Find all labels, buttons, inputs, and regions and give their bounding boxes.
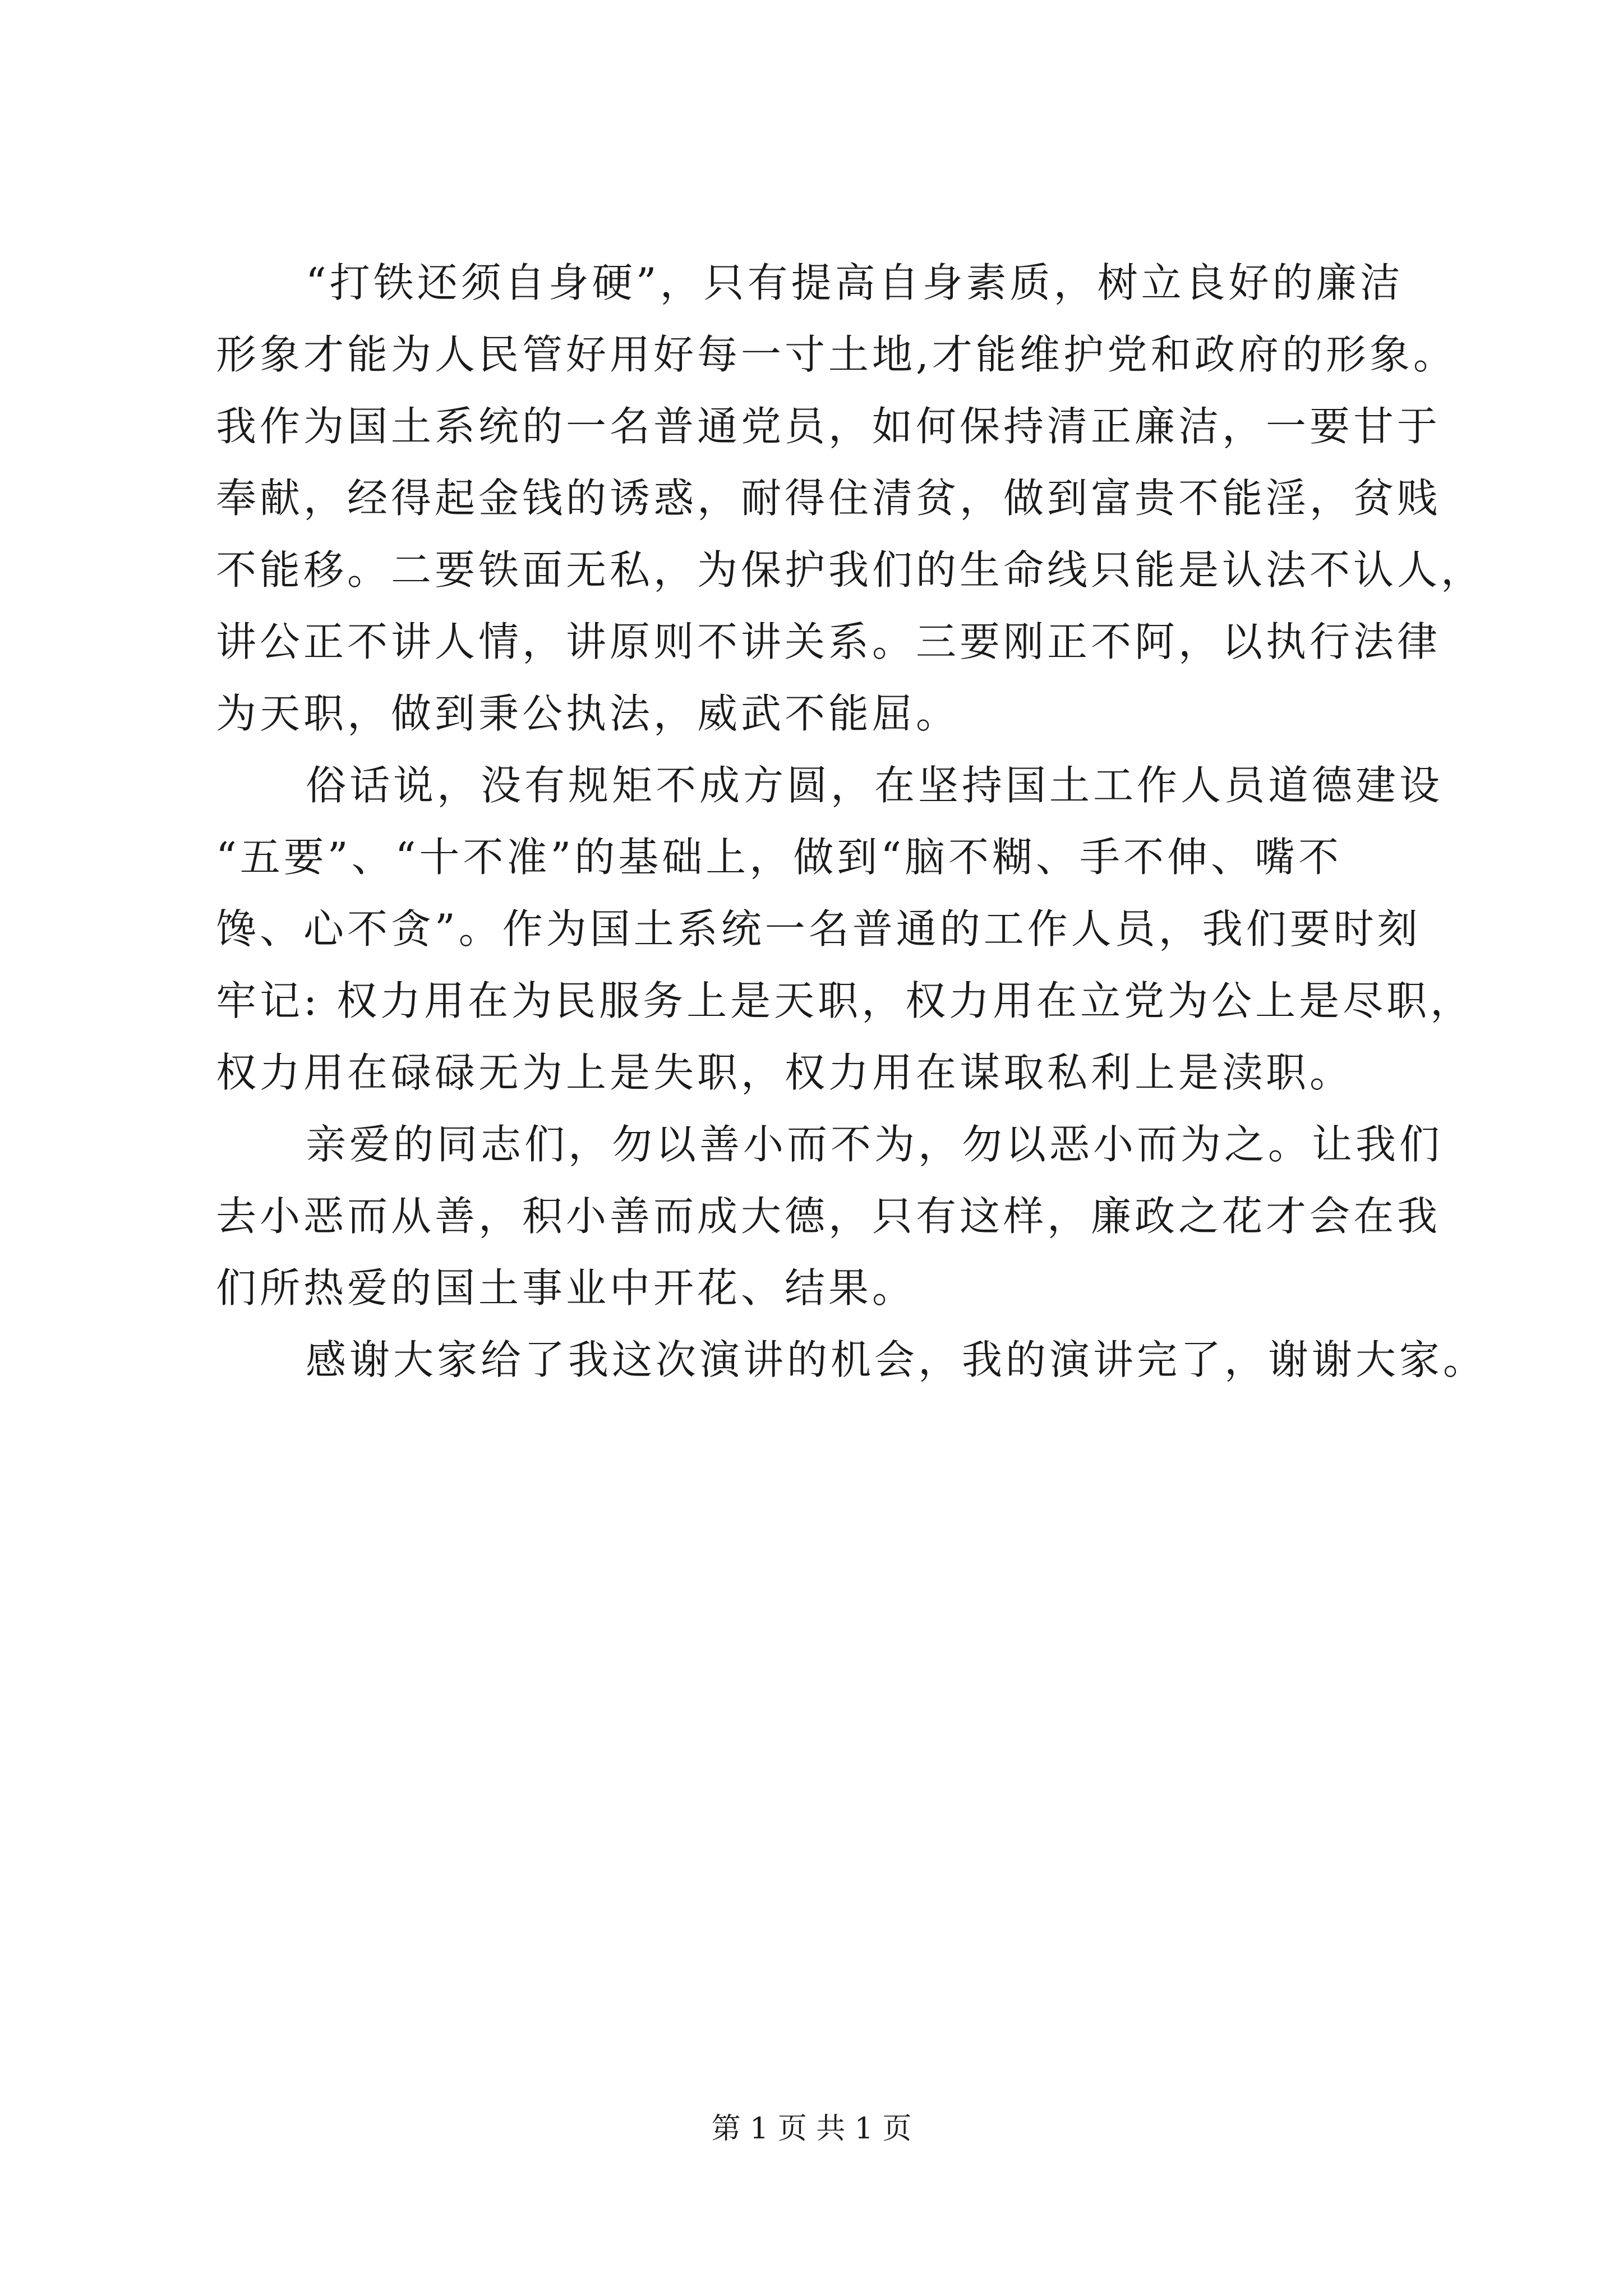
text-line: 感谢大家给了我这次演讲的机会，我的演讲完了，谢谢大家。 [306,1336,1487,1383]
text-line: 讲公正不讲人情，讲原则不讲关系。三要刚正不阿，以执行法律 [216,618,1441,665]
text-line: 不能移。二要铁面无私，为保护我们的生命线只能是认法不认人， [216,546,1485,593]
text-line: 俗话说，没有规矩不成方圆，在坚持国土工作人员道德建设 [306,762,1444,809]
text-line: 亲爱的同志们，勿以善小而不为，勿以恶小而为之。让我们 [306,1121,1444,1168]
text-line: 奉献，经得起金钱的诱惑，耐得住清贫，做到富贵不能淫，贫贱 [216,475,1441,522]
text-line: 们所热爱的国土事业中开花、结果。 [216,1264,916,1312]
text-line: “五要”、“十不准”的基础上，做到“脑不糊、手不伸、嘴不 [216,834,1343,881]
text-line: 我作为国土系统的一名普通党员，如何保持清正廉洁，一要甘于 [216,403,1441,450]
body-text [216,247,1487,1396]
text-line: 为天职，做到秉公执法，威武不能屈。 [216,690,960,737]
text-line: 去小恶而从善，积小善而成大德，只有这样，廉政之花才会在我 [216,1193,1441,1240]
page-footer: 第 1 页 共 1 页 [711,2112,912,2146]
text-line: 权力用在碌碌无为上是失职，权力用在谋取私利上是渎职。 [216,1049,1354,1096]
text-line: 牢记: 权力用在为民服务上是天职，权力用在立党为公上是尽职， [216,977,1474,1024]
text-line: “打铁还须自身硬”，只有提高自身素质，树立良好的廉洁 [306,259,1404,306]
text-line: 形象才能为人民管好用好每一寸土地,才能维护党和政府的形象。 [216,331,1457,378]
text-line: 馋、心不贪”。作为国土系统一名普通的工作人员，我们要时刻 [216,905,1421,953]
